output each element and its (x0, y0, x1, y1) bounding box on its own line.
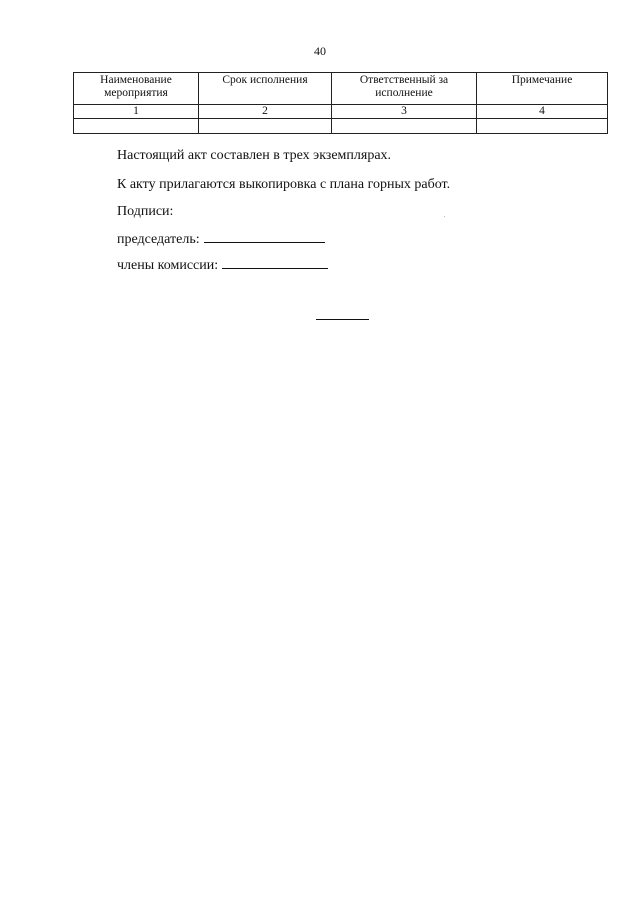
members-label: члены комиссии: (117, 258, 219, 273)
members-signature-line (117, 256, 328, 274)
table-row (74, 119, 608, 134)
measures-table (73, 72, 608, 134)
column-number-4: 4 (477, 105, 608, 119)
table-column-number-row (74, 105, 608, 119)
end-of-document-rule (316, 319, 369, 320)
members-signature-blank (222, 256, 328, 269)
signatures-label: Подписи: (117, 204, 174, 219)
table-cell (199, 119, 332, 134)
header-note: Примечание (477, 73, 608, 105)
header-measure-name: Наименование мероприятия (74, 73, 199, 105)
column-number-3: 3 (332, 105, 477, 119)
attachment-note: К акту прилагаются выкопировка с плана горных работ. (117, 177, 451, 192)
table-cell (332, 119, 477, 134)
column-number-1: 1 (74, 105, 199, 119)
copies-note: Настоящий акт составлен в трех экземплярах. (117, 148, 392, 163)
table-cell (74, 119, 199, 134)
header-deadline: Срок исполнения (199, 73, 332, 105)
table-header-row (74, 73, 608, 105)
chairman-signature-blank (204, 230, 325, 243)
column-number-2: 2 (199, 105, 332, 119)
page-number: 40 (314, 44, 326, 58)
scan-artifact (444, 216, 445, 217)
chairman-label: председатель: (117, 232, 200, 247)
chairman-signature-line (117, 230, 325, 248)
header-responsible: Ответственный за исполнение (332, 73, 477, 105)
table-cell (477, 119, 608, 134)
